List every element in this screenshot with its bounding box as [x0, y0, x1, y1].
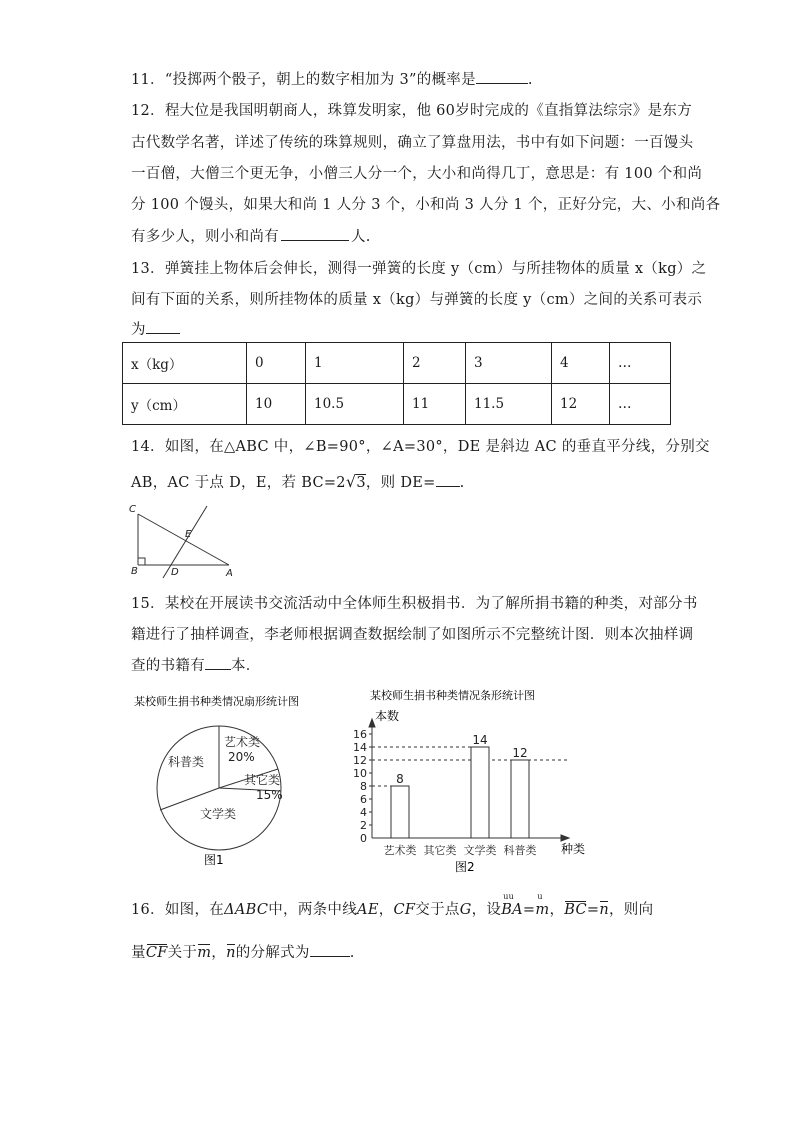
- bar: [391, 786, 409, 838]
- right-angle-mark: [138, 558, 145, 565]
- q13-last-text: 为: [131, 322, 146, 338]
- bar-value-label: 8: [396, 772, 404, 786]
- question-16-line-2: [131, 941, 355, 962]
- table-cell: 0: [247, 343, 306, 384]
- table-cell: 11.5: [466, 384, 552, 425]
- question-11: [131, 68, 533, 89]
- label-a: A: [226, 568, 233, 579]
- pie-title: 某校师生捐书种类情况扇形统计图: [134, 695, 299, 708]
- bar-value-label: 14: [472, 733, 488, 747]
- pie-label-science: 科普类: [168, 755, 205, 769]
- answer-blank: [476, 69, 528, 84]
- q16-end: .: [349, 945, 355, 961]
- vector-n: n: [599, 902, 609, 918]
- y-tick-label: 6: [360, 793, 367, 806]
- triangle-figure: [125, 500, 245, 585]
- table-cell: …: [610, 384, 671, 425]
- q12-line-5: [131, 225, 371, 246]
- category-label: 科普类: [503, 844, 537, 857]
- median-cf: CF: [393, 902, 416, 918]
- q16-sep1: ，: [378, 902, 394, 918]
- q12-end: 人.: [351, 229, 371, 245]
- triangle-abc: ΔABC: [224, 902, 269, 918]
- q12-line-4: 分 100 个馒头，如果大和尚 1 人分 3 个，小和尚 3 人分 1 个，正好分完，大、小和尚各: [131, 197, 721, 213]
- table-cell: 11: [404, 384, 466, 425]
- q15-line-1: 15．某校在开展读书交流活动中全体师生积极捐书．为了解所捐书籍的种类，对部分书: [131, 596, 698, 612]
- q16-text-f: 量: [131, 945, 146, 961]
- q14-line-2: [131, 471, 465, 492]
- bar-value-label: 12: [512, 746, 528, 760]
- table-cell: 1: [306, 343, 404, 384]
- y-tick-label: 10: [353, 767, 367, 780]
- vector-ba-label: BA: [501, 902, 523, 918]
- y-tick-label: 0: [360, 832, 367, 845]
- q16-text-d: ，设: [471, 902, 502, 918]
- equals-sign: =: [522, 902, 536, 918]
- bar-chart: [345, 683, 605, 878]
- sqrt-symbol: √: [345, 472, 357, 491]
- q15-line-3: [131, 654, 261, 675]
- category-label: 艺术类: [383, 844, 417, 857]
- q16-text-e: ，则向: [608, 902, 654, 918]
- answer-blank: [436, 472, 460, 487]
- pie-chart: [130, 690, 330, 875]
- perpendicular-bisector-de: [163, 506, 207, 578]
- category-label: 其它类: [423, 844, 457, 857]
- pie-label-literature: 文学类: [200, 807, 237, 821]
- point-g: G: [459, 902, 472, 918]
- q12-last-text: 有多少人，则小和尚有: [131, 229, 279, 245]
- answer-blank: [281, 226, 349, 241]
- bar-caption: 图2: [455, 860, 475, 874]
- y-tick-label: 14: [353, 741, 367, 754]
- vector-marker: u: [537, 892, 543, 901]
- table-row: [123, 343, 671, 384]
- q12-line-1: 12．程大位是我国明朝商人，珠算发明家，他 60岁时完成的《直指算法综宗》是东方: [131, 103, 693, 119]
- table-cell: x（kg）: [123, 343, 247, 384]
- q11-text: 11．“投掷两个骰子，朝上的数字相加为 3”的概率是: [131, 72, 476, 88]
- vector-n: n: [226, 945, 236, 961]
- segment-ca: [138, 514, 229, 565]
- table-cell: 10.5: [306, 384, 404, 425]
- data-table: [122, 342, 671, 425]
- q16-text-g: 关于: [167, 945, 198, 961]
- table-cell: y（cm）: [123, 384, 247, 425]
- q15-text-b: 本．: [231, 658, 261, 674]
- table-cell: 10: [247, 384, 306, 425]
- q13-line-1: 13．弹簧挂上物体后会伸长，测得一弹簧的长度 y（cm）与所挂物体的质量 x（kg）之: [131, 261, 707, 277]
- q12-line-2: 古代数学名著，详述了传统的珠算规则，确立了算盘用法，书中有如下问题：一百馒头: [131, 135, 694, 151]
- bar: [511, 760, 529, 838]
- sqrt-radicand: 3: [356, 475, 366, 491]
- table-cell: 2: [404, 343, 466, 384]
- q14-line-1: 14．如图，在△ABC 中，∠B=90°，∠A=30°，DE 是斜边 AC 的垂直平分线，分别交: [131, 439, 710, 455]
- label-d: D: [171, 567, 179, 578]
- equals-sign: =: [586, 902, 600, 918]
- q16-sep3: ，: [211, 945, 227, 961]
- vector-m: m: [197, 945, 212, 961]
- q16-text-c: 交于点: [415, 902, 460, 918]
- label-b: B: [131, 566, 138, 577]
- y-tick-label: 4: [360, 806, 367, 819]
- vector-marker: uu: [503, 892, 515, 901]
- q12-line-3: 一百僧，大僧三个更无争，小僧三人分一个，大小和尚得几丁，意思是：有 100 个和尚: [131, 166, 703, 182]
- y-tick-label: 2: [360, 819, 367, 832]
- q14-end: .: [459, 475, 465, 491]
- q11-end: .: [527, 72, 533, 88]
- q16-sep2: ，: [549, 902, 565, 918]
- y-tick-label: 12: [353, 754, 367, 767]
- y-tick-label: 8: [360, 780, 367, 793]
- q16-text-h: 的分解式为: [235, 945, 310, 961]
- y-axis-label: 本数: [375, 709, 400, 723]
- vector-bc: BC: [564, 902, 587, 918]
- table-cell: …: [610, 343, 671, 384]
- pie-label-other-pct: 15%: [256, 788, 283, 802]
- question-16-line-1: [131, 892, 654, 919]
- y-tick-label: 16: [353, 728, 367, 741]
- pie-label-art: 艺术类: [224, 735, 261, 749]
- median-ae: AE: [357, 902, 379, 918]
- table-cell: 12: [552, 384, 610, 425]
- answer-blank: [146, 319, 180, 334]
- label-c: C: [129, 504, 136, 515]
- table-cell: 3: [466, 343, 552, 384]
- vector-cf: CF: [145, 945, 168, 961]
- vector-ba: [501, 892, 523, 918]
- q15-line-2: 籍进行了抽样调查，李老师根据调查数据绘制了如图所示不完整统计图．则本次抽样调: [131, 627, 694, 643]
- pie-caption: 图1: [204, 853, 224, 867]
- q13-line-3: [131, 318, 180, 339]
- answer-blank: [310, 942, 350, 957]
- vector-m-label: m: [535, 902, 550, 918]
- table-row: [123, 384, 671, 425]
- q15-text-a: 查的书籍有: [131, 658, 205, 674]
- q14-text-b: ，则 DE=: [365, 475, 436, 491]
- answer-blank: [205, 655, 231, 670]
- table-cell: 4: [552, 343, 610, 384]
- q14-text-a: AB，AC 于点 D，E，若 BC=2: [131, 475, 346, 491]
- category-label: 文学类: [463, 844, 497, 857]
- x-axis-arrow: [561, 835, 569, 841]
- vector-m: [535, 892, 550, 918]
- pie-label-art-pct: 20%: [228, 750, 255, 764]
- q16-text-b: 中，两条中线: [268, 902, 358, 918]
- label-e: E: [185, 529, 192, 540]
- q13-line-2: 间有下面的关系，则所挂物体的质量 x（kg）与弹簧的长度 y（cm）之间的关系可表示: [131, 292, 703, 308]
- bar: [471, 747, 489, 838]
- x-axis-label: 种类: [561, 842, 586, 856]
- q16-text-a: 16．如图，在: [131, 902, 225, 918]
- bar-chart-title: 某校师生捐书种类情况条形统计图: [370, 689, 535, 702]
- pie-label-other: 其它类: [244, 773, 281, 787]
